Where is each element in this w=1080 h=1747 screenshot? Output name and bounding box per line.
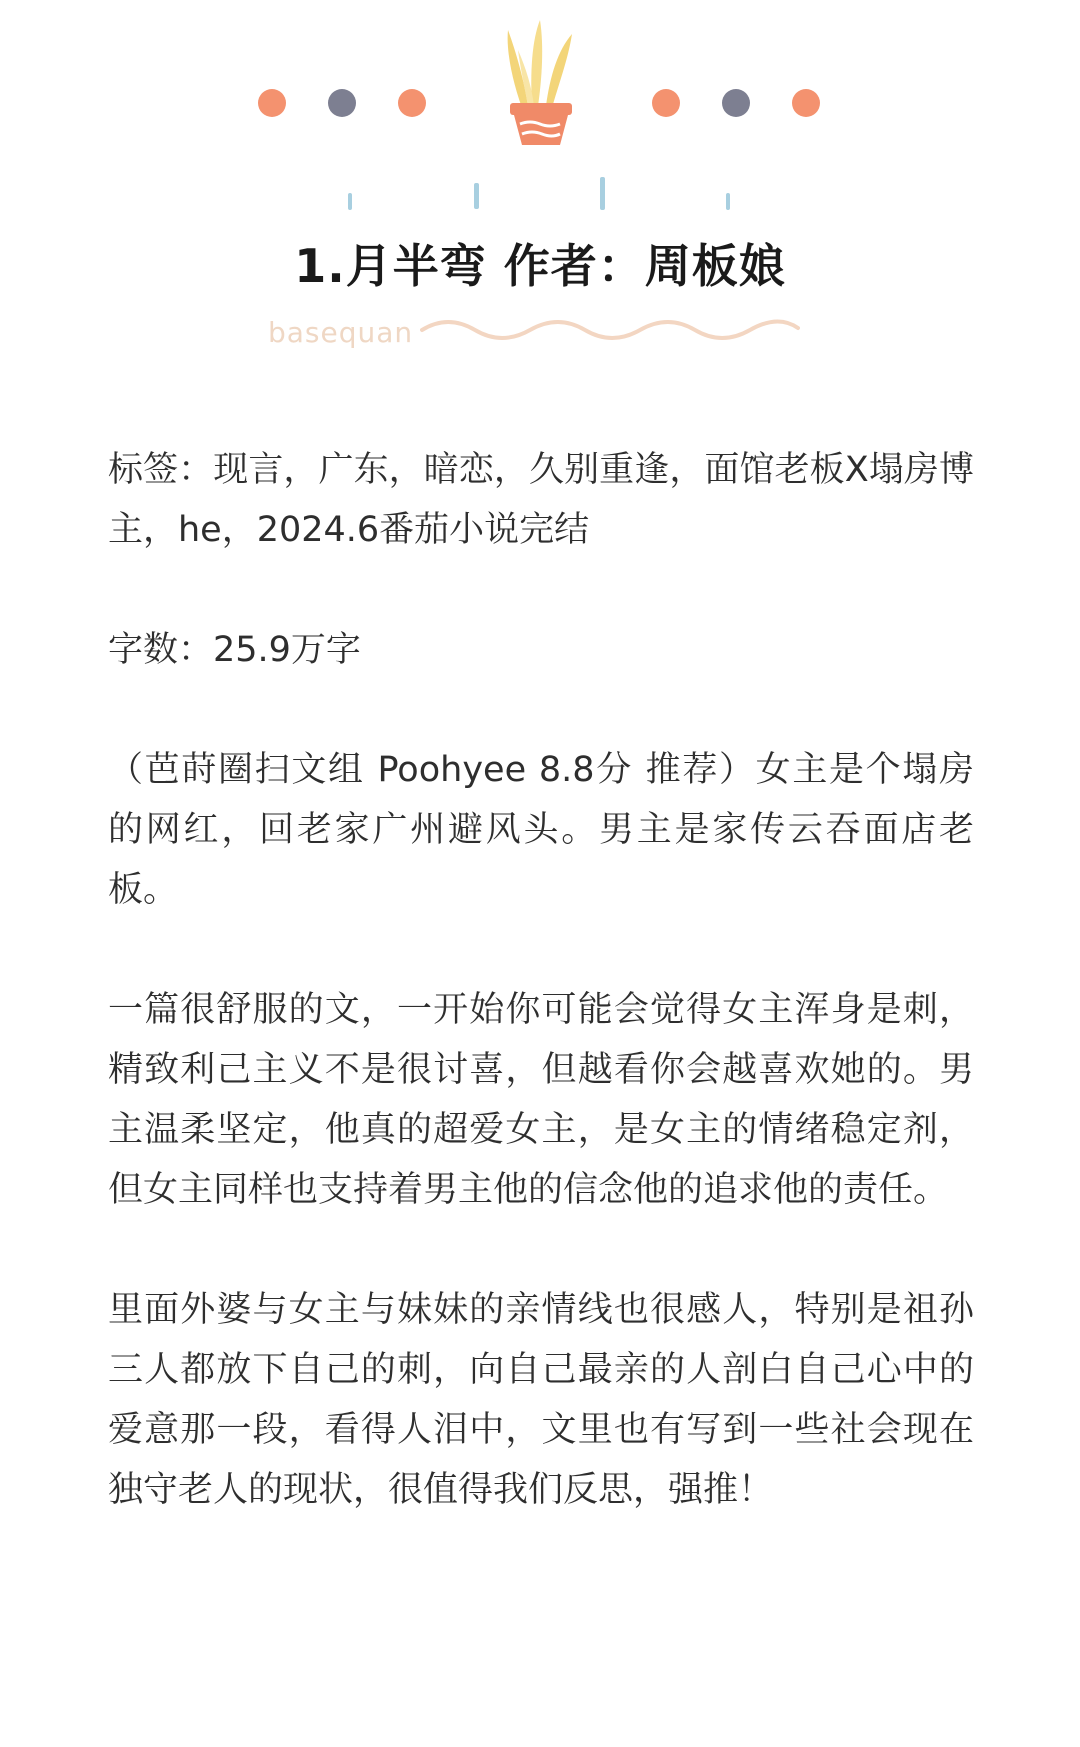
watermark-row	[0, 310, 1080, 360]
paragraph-review-2: 里面外婆与女主与妹妹的亲情线也很感人，特别是祖孙三人都放下自己的刺，向自己最亲的人剖白自己心中的爱意那一段，看得人泪中，文里也有写到一些社会现在独守老人的现状，很值得我们反思，强推！	[108, 1290, 974, 1510]
rain-line-1	[348, 193, 352, 210]
header-decoration	[0, 0, 1080, 220]
paragraph-tags: 标签：现言，广东，暗恋，久别重逢，面馆老板X塌房博主，he，2024.6番茄小说完结	[108, 450, 974, 550]
dot-right-2	[722, 89, 750, 117]
rain-line-2	[474, 183, 479, 209]
rain-line-4	[726, 193, 730, 210]
dot-left-3	[398, 89, 426, 117]
wave-divider	[420, 310, 800, 350]
paragraph-word-count: 字数：25.9万字	[108, 630, 361, 670]
article-body	[108, 440, 974, 1580]
paragraph-summary: （芭莳圈扫文组 Poohyee 8.8分 推荐）女主是个塌房的网红，回老家广州避风头。男主是家传云吞面店老板。	[108, 750, 974, 910]
dot-right-3	[792, 89, 820, 117]
dot-left-2	[328, 89, 356, 117]
watermark-text: basequan	[268, 316, 414, 349]
dot-left-1	[258, 89, 286, 117]
paragraph-review-1: 一篇很舒服的文，一开始你可能会觉得女主浑身是刺，精致利己主义不是很讨喜，但越看你会越喜欢她的。男主温柔坚定，他真的超爱女主，是女主的情绪稳定剂，但女主同样也支持着男主他的信念他的追求他的责任。	[108, 990, 974, 1210]
rain-line-3	[600, 177, 605, 210]
potted-plant-icon	[508, 20, 572, 145]
page-title: 1.月半弯 作者：周板娘	[294, 239, 786, 293]
dot-right-1	[652, 89, 680, 117]
